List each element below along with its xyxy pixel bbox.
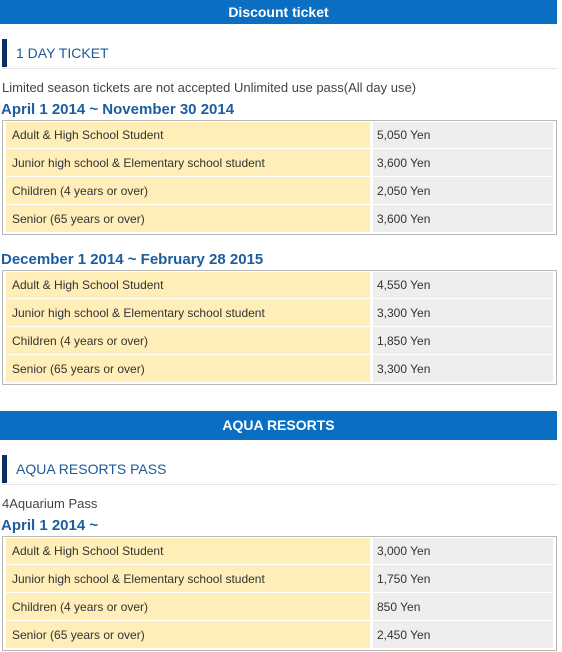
ticket-category: Adult & High School Student — [6, 272, 370, 299]
period-title: April 1 2014 ~ November 30 2014 — [1, 101, 235, 118]
ticket-category: Senior (65 years or over) — [6, 621, 370, 649]
heading-accent-bar — [2, 39, 7, 67]
ticket-category: Adult & High School Student — [6, 538, 370, 565]
ticket-category: Senior (65 years or over) — [6, 355, 370, 383]
table-row — [6, 149, 553, 177]
ticket-price: 4,550 Yen — [373, 272, 553, 299]
table-row — [6, 355, 553, 383]
discount-ticket-header: Discount ticket — [0, 0, 557, 24]
table-row — [6, 565, 553, 593]
ticket-category: Adult & High School Student — [6, 122, 370, 149]
price-table — [2, 270, 557, 385]
price-table — [2, 120, 557, 235]
table-row — [6, 593, 553, 621]
ticket-price: 2,450 Yen — [373, 621, 553, 649]
ticket-category: Senior (65 years or over) — [6, 205, 370, 233]
table-row — [6, 327, 553, 355]
ticket-category: Junior high school & Elementary school student — [6, 299, 370, 327]
ticket-price: 3,300 Yen — [373, 299, 553, 327]
ticket-price: 1,850 Yen — [373, 327, 553, 355]
price-table — [2, 536, 557, 651]
aqua-pass-note: 4Aquarium Pass — [2, 496, 98, 511]
ticket-price: 850 Yen — [373, 593, 553, 621]
ticket-price: 5,050 Yen — [373, 122, 553, 149]
period-title: April 1 2014 ~ — [1, 517, 99, 534]
table-row — [6, 621, 553, 649]
ticket-price: 3,000 Yen — [373, 538, 553, 565]
one-day-note: Limited season tickets are not accepted Unlimited use pass(All day use) — [2, 80, 417, 95]
ticket-category: Children (4 years or over) — [6, 327, 370, 355]
ticket-category: Junior high school & Elementary school student — [6, 565, 370, 593]
one-day-ticket-heading — [2, 39, 557, 69]
aqua-resorts-header: AQUA RESORTS — [0, 411, 557, 440]
ticket-price: 3,600 Yen — [373, 149, 553, 177]
period-title: December 1 2014 ~ February 28 2015 — [1, 251, 264, 268]
ticket-category: Children (4 years or over) — [6, 177, 370, 205]
ticket-price: 3,600 Yen — [373, 205, 553, 233]
table-row — [6, 299, 553, 327]
table-row — [6, 272, 553, 299]
ticket-price: 1,750 Yen — [373, 565, 553, 593]
table-row — [6, 205, 553, 233]
ticket-category: Children (4 years or over) — [6, 593, 370, 621]
aqua-resorts-pass-heading — [2, 455, 557, 485]
heading-accent-bar — [2, 455, 7, 483]
table-row — [6, 122, 553, 149]
table-row — [6, 538, 553, 565]
ticket-price: 2,050 Yen — [373, 177, 553, 205]
heading-text: AQUA RESORTS PASS — [16, 461, 167, 477]
ticket-price: 3,300 Yen — [373, 355, 553, 383]
heading-text: 1 DAY TICKET — [16, 45, 109, 61]
table-row — [6, 177, 553, 205]
ticket-category: Junior high school & Elementary school student — [6, 149, 370, 177]
